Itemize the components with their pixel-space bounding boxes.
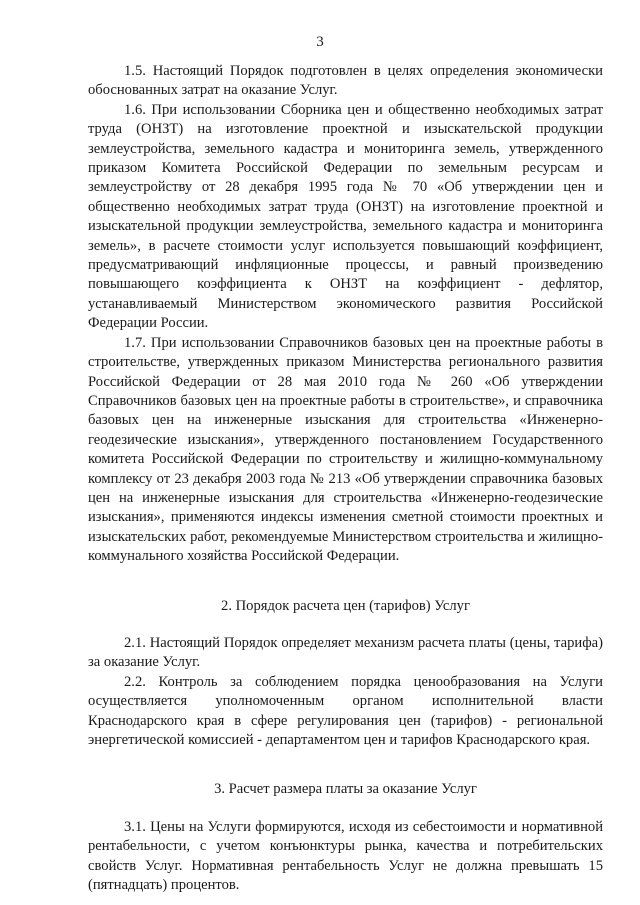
section-3-heading: 3. Расчет размера платы за оказание Услуг <box>214 781 477 798</box>
paragraph-2-2: 2.2. Контроль за соблюдением порядка ценообразования на Услуги осуществляется уполномоченным органом исполнительной власти Краснодарского края в сфере регулирования цен (тарифов) - региональной энергетической комиссией - департаментом цен и тарифов Краснодарского края. <box>88 673 603 748</box>
page-number: 3 <box>316 34 324 50</box>
paragraph-1-6: 1.6. При использовании Сборника цен и общественно необходимых затрат труда (ОНЗТ) на изготовление проектной и изыскательской продукции землеустройства, земельного кадастра и мониторинга земель, утвержденного приказом Комитета Российской Федерации по земельным ресурсам и землеустройству от 28 декабря 1995 года № 70 «Об утверждении цен и общественно необходимых затрат труда (ОНЗТ) на изготовление проектной и изыскательной продукции землеустройства, земельного кадастра и мониторинга земель», в расчете стоимости услуг используется повышающий коэффициент, предусматривающий инфляционные процессы, и равный произведению повышающего коэффициента к ОНЗТ на коэффициент - дефлятор, устанавливаемый Министерством экономического развития Российской Федерации России. <box>88 101 603 332</box>
paragraph-1-7: 1.7. При использовании Справочников базовых цен на проектные работы в строительстве, утвержденных приказом Министерства регионального развития Российской Федерации от 28 мая 2010 года № 260 «Об утверждении Справочников базовых цен на проектные работы в строительстве», и справочника базовых цен на инженерные изыскания для строительства «Инженерно-геодезические изыскания», утвержденного постановлением Государственного комитета Российской Федерации по строительству и жилищно-коммунальному комплексу от 23 декабря 2003 года № 213 «Об утверждении справочника базовых цен на инженерные изыскания для строительства «Инженерно-геодезические изыскания», применяются индексы изменения сметной стоимости проектных и изыскательских работ, рекомендуемые Министерством строительства и жилищно-коммунального хозяйства Российской Федерации. <box>88 334 603 565</box>
paragraph-3-1: 3.1. Цены на Услуги формируются, исходя из себестоимости и нормативной рентабельности, с учетом конъюнктуры рынка, качества и потребительских свойств Услуг. Нормативная рентабельность Услуг не должна превышать 15 (пятнадцать) процентов. <box>88 818 603 894</box>
document-body <box>88 62 603 895</box>
section-2-heading: 2. Порядок расчета цен (тарифов) Услуг <box>221 597 470 614</box>
paragraph-2-1: 2.1. Настоящий Порядок определяет механизм расчета платы (цены, тарифа) за оказание Услуг. <box>88 634 603 671</box>
paragraph-1-5: 1.5. Настоящий Порядок подготовлен в целях определения экономически обоснованных затрат на оказание Услуг. <box>88 63 603 99</box>
